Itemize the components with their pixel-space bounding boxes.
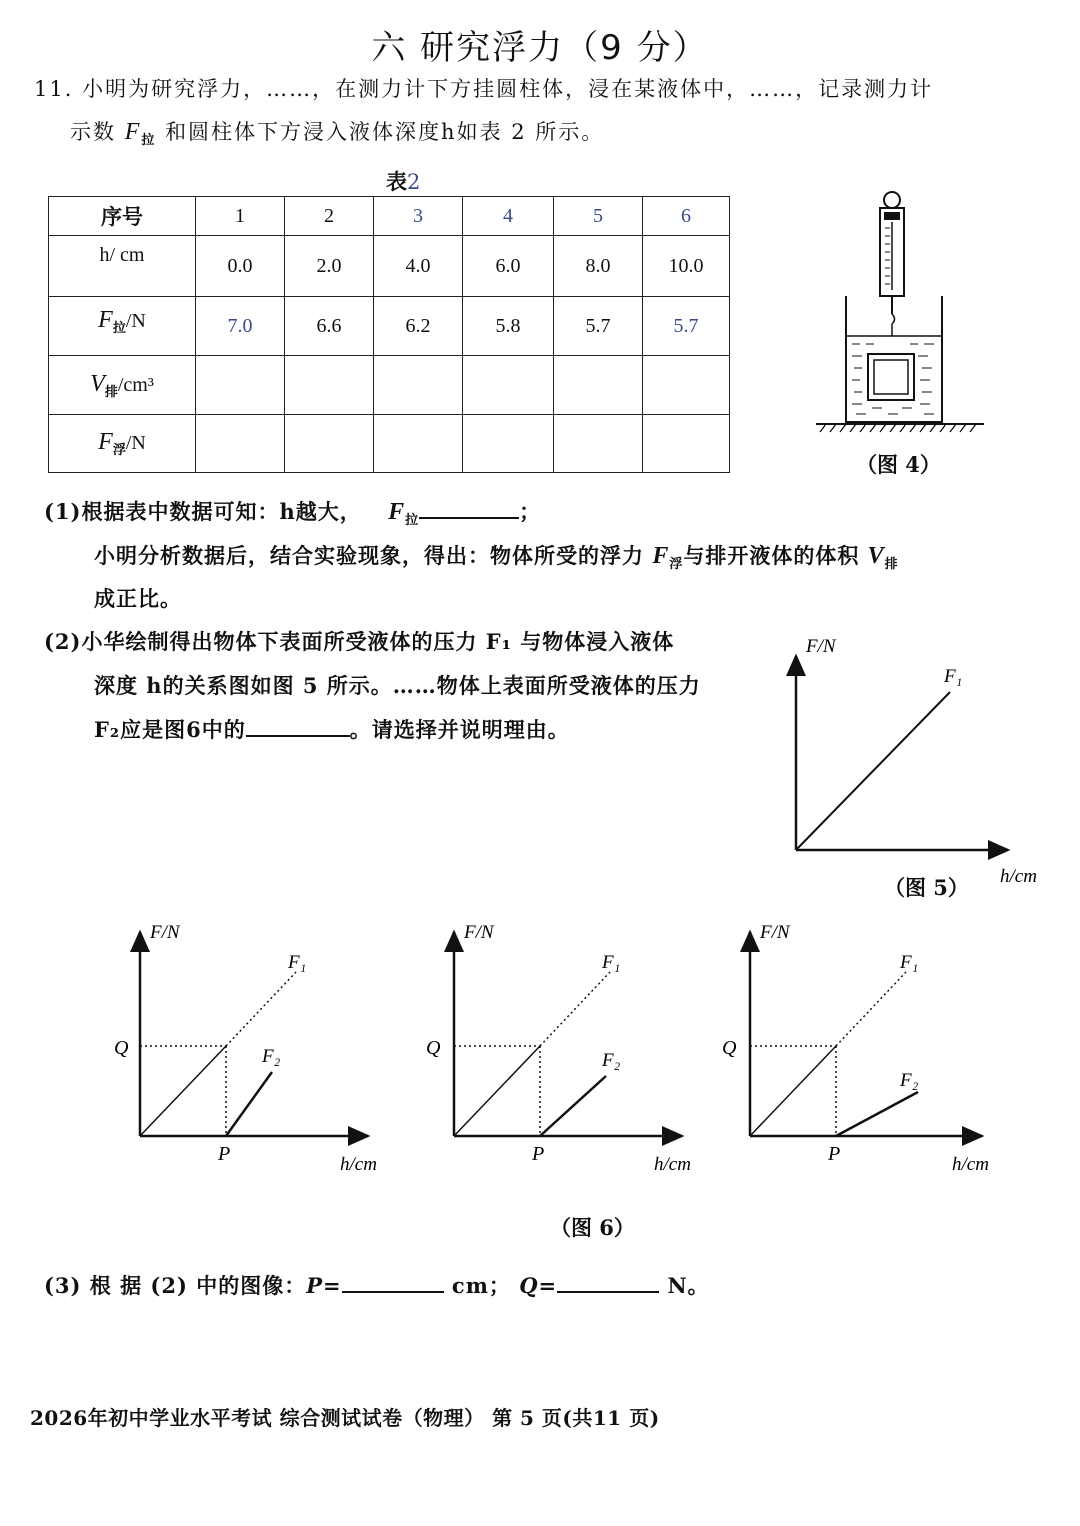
part3-p-label: P= [306,1273,342,1298]
table-cell: 4.0 [374,236,463,297]
table-cell [374,356,463,415]
part1-line-2-mid: 与排开液体的体积 [683,543,860,568]
question-line-2-pre: 示数 [70,120,116,144]
table-header-label: 序号 [49,197,196,236]
fig6b-p-label: P [532,1143,545,1165]
part3-pre: (3) 根 据 (2) 中的图像： [44,1273,307,1298]
fig6c-f1-dotted [836,972,906,1046]
part2-answer-blank[interactable] [246,717,350,737]
part1-line-2 [94,540,899,572]
table-cell: 6.6 [285,297,374,356]
fig6b-ylabel: F/N [464,922,494,943]
fig6b-f1-label: F₁ [602,952,621,973]
part2-line-3-post: 。请选择并说明理由。 [349,717,570,742]
section-title: 六 研究浮力（9 分） [371,28,709,68]
fig6a-f1-label: F₁ [288,952,307,973]
table-cell [463,415,554,473]
part1-line-3: 成正比。 [94,586,182,611]
row-label-sub: 拉 [112,320,126,335]
row-label-f-pull [49,297,196,356]
part1-f-buoyancy-sub: 浮 [669,557,684,572]
table-row-v-displaced [49,356,730,415]
table-index: 5 [554,197,643,236]
row-label-h: h/ cm [49,236,196,297]
part1-f-symbol: F [388,499,406,525]
table-cell: 10.0 [643,236,730,297]
fig6c-f2-label: F₂ [900,1070,919,1091]
table-caption-prefix: 表 [386,169,407,194]
fig6a-q-label: Q [114,1037,129,1059]
scale-label-plate [884,212,900,220]
row-label-sub: 排 [104,383,118,399]
table-cell [196,415,285,473]
table-cell [554,356,643,415]
part1-line-1-pre: (1)根据表中数据可知：h越大， [44,499,362,524]
fig6c-xlabel: h/cm [952,1154,989,1175]
row-label-symbol: V [90,370,105,397]
fig6a-f2-line [226,1072,272,1136]
fig6b-q-label: Q [426,1037,441,1059]
table-cell: 6.2 [374,297,463,356]
table-cell [643,415,730,473]
fig6a-p-label: P [218,1143,231,1165]
fig6c-ylabel: F/N [760,922,790,943]
ground-hatch [820,424,976,432]
fig6a-f2-label: F₂ [262,1046,281,1067]
fig5-f1-line [796,692,950,850]
part3-q-unit: N。 [667,1273,710,1298]
fig6-caption: （图 6） [550,1215,635,1240]
fig6a-f1-solid [140,1046,226,1136]
fig4-apparatus [810,186,990,436]
data-table [48,196,730,473]
part1-v-sub: 排 [884,557,899,572]
table-cell [285,415,374,473]
fig5-graph [780,626,1070,896]
part1-answer-blank[interactable] [419,499,519,519]
part2-line-3-pre: F₂应是图6中的 [94,717,246,742]
table-cell: 5.8 [463,297,554,356]
page-footer: 2026年初中学业水平考试 综合测试试卷（物理） 第 5 页(共11 页) [30,1406,660,1430]
row-label-symbol: F [98,307,113,333]
row-label-sub: 浮 [112,442,126,457]
fig6c-f1-label: F₁ [900,952,919,973]
table-index: 1 [196,197,285,236]
table-row-f-buoyancy [49,415,730,473]
fig6c-q-label: Q [722,1037,737,1059]
part2-line-1: (2)小华绘制得出物体下表面所受液体的压力 F₁ 与物体浸入液体 [44,629,675,654]
row-label-unit: /N [125,310,146,332]
f-pull-symbol: F [124,119,142,145]
row-label-unit: /N [125,432,146,454]
table-index: 6 [643,197,730,236]
fig6b-f1-solid [454,1046,540,1136]
table-cell: 5.7 [554,297,643,356]
table-cell [374,415,463,473]
fig6-graph-b [414,912,734,1180]
table-cell: 2.0 [285,236,374,297]
fig6b-xlabel: h/cm [654,1154,691,1175]
part3-q-blank[interactable] [557,1273,659,1293]
row-label-unit: /cm³ [117,373,154,396]
scale-ring [884,192,900,208]
question-line-2 [70,116,604,148]
part3-p-blank[interactable] [342,1273,444,1293]
row-label-f-buoyancy [49,415,196,473]
part2-line-3 [94,714,570,744]
fig5-ylabel: F/N [806,636,836,657]
table-cell: 8.0 [554,236,643,297]
table-row-h [49,236,730,297]
part1-line-1 [44,496,541,528]
fig6a-f1-dotted [226,972,296,1046]
question-line-1: 11. 小明为研究浮力，……，在测力计下方挂圆柱体，浸在某液体中，……，记录测力计 [34,77,934,101]
part3-q-label: Q= [519,1273,558,1298]
table-index: 3 [374,197,463,236]
table-cell [643,356,730,415]
part1-v-symbol: V [867,543,885,569]
row-label-v-displaced [49,356,196,415]
fig5-xlabel: h/cm [1000,866,1037,887]
fig6-graph-c [710,912,1030,1180]
table-cell [554,415,643,473]
table-cell: 0.0 [196,236,285,297]
table-cell: 6.0 [463,236,554,297]
question-line-2-post: 和圆柱体下方浸入液体深度h如表 2 所示。 [165,120,605,144]
fig6b-f2-line [540,1076,606,1136]
table-header-row [49,197,730,236]
fig5-f1-label: F₁ [944,666,963,687]
fig4-caption: （图 4） [856,452,941,477]
fig6b-f1-dotted [540,972,610,1046]
fig6c-f1-solid [750,1046,836,1136]
cylinder [868,354,914,400]
table-cell [285,356,374,415]
table-row-f-pull [49,297,730,356]
table-index: 4 [463,197,554,236]
table-caption [386,166,420,196]
fig5-caption: （图 5） [884,875,969,900]
table-cell: 5.7 [643,297,730,356]
f-pull-subscript: 拉 [141,133,157,148]
table-cell [463,356,554,415]
part1-f-buoyancy-symbol: F [652,543,670,569]
table-cell: 7.0 [196,297,285,356]
fig6-graph-a [100,912,420,1180]
fig6c-p-label: P [828,1143,841,1165]
fig6b-f2-label: F₂ [602,1050,621,1071]
row-label-symbol: F [98,429,113,455]
table-cell [196,356,285,415]
part1-f-sub: 拉 [405,513,420,528]
part3-p-unit: cm； [451,1273,511,1298]
part2-line-2: 深度 h的关系图如图 5 所示。……物体上表面所受液体的压力 [94,673,701,698]
fig6a-xlabel: h/cm [340,1154,377,1175]
part1-line-2-pre: 小明分析数据后，结合实验现象，得出：物体所受的浮力 [94,543,644,568]
part3-line [44,1270,710,1300]
part1-line-1-post: ； [519,499,542,524]
fig6c-f2-line [836,1092,918,1136]
table-index: 2 [285,197,374,236]
fig6a-ylabel: F/N [150,922,180,943]
table-caption-number: 2 [407,170,421,194]
